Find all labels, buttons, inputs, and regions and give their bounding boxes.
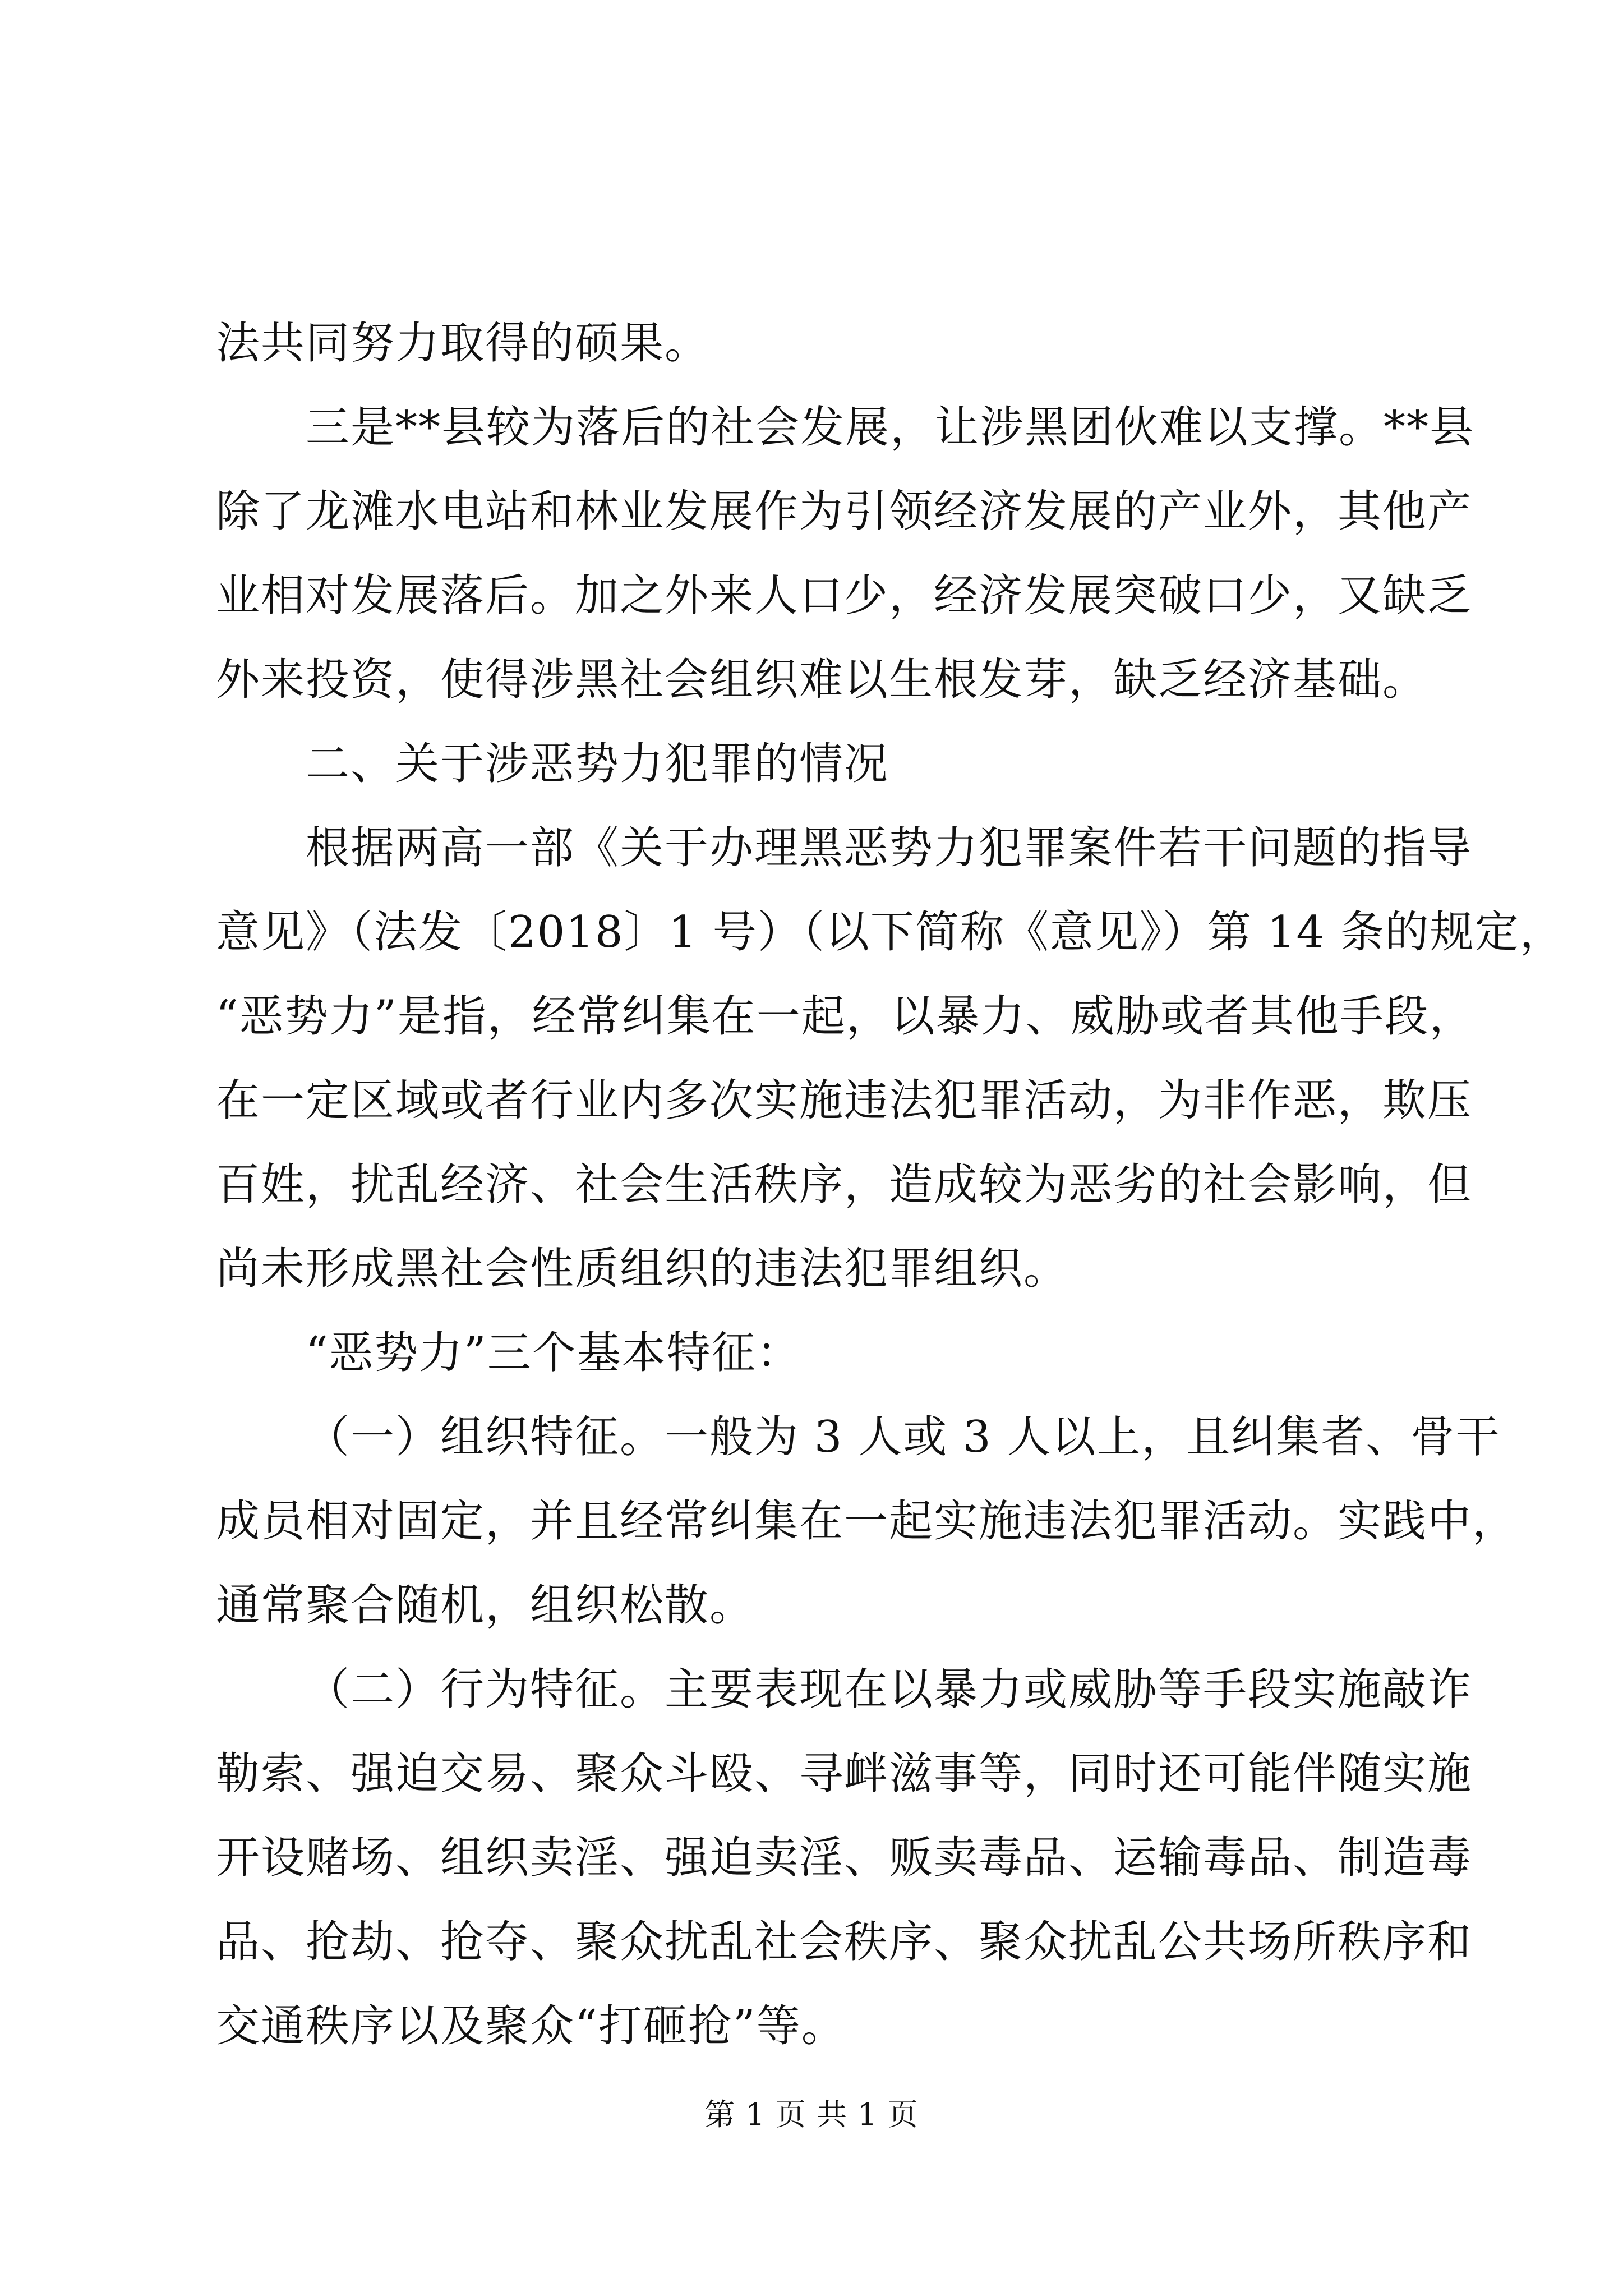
text-line: 业相对发展落后。加之外来人口少，经济发展突破口少，又缺乏: [216, 570, 1473, 621]
subheading: “恶势力”三个基本特征：: [306, 1328, 801, 1378]
text-line: （二）行为特征。主要表现在以暴力或威胁等手段实施敲诈: [306, 1664, 1473, 1715]
page-number: 第 1 页 共 1 页: [704, 2097, 919, 2132]
text-line: 法共同努力取得的硕果。: [216, 318, 710, 369]
section-heading: 二、关于涉恶势力犯罪的情况: [306, 739, 889, 789]
text-line: 尚未形成黑社会性质组织的违法犯罪组织。: [216, 1244, 1069, 1294]
text-line: 除了龙滩水电站和林业发展作为引领经济发展的产业外，其他产: [216, 486, 1473, 537]
text-line: 交通秩序以及聚众“打砸抢”等。: [216, 2001, 846, 2051]
text-line: 根据两高一部《关于办理黑恶势力犯罪案件若干问题的指导: [306, 823, 1473, 873]
text-line: 在一定区域或者行业内多次实施违法犯罪活动，为非作恶，欺压: [216, 1075, 1473, 1126]
text-line: （一）组织特征。一般为 3 人或 3 人以上，且纠集者、骨干: [306, 1412, 1501, 1462]
text-line: 外来投资，使得涉黑社会组织难以生根发芽，缺乏经济基础。: [216, 655, 1428, 705]
text-line: 勒索、强迫交易、聚众斗殴、寻衅滋事等，同时还可能伴随实施: [216, 1749, 1473, 1799]
text-line: 通常聚合随机，组织松散。: [216, 1580, 755, 1631]
text-line: 成员相对固定，并且经常纠集在一起实施违法犯罪活动。实践中，: [216, 1496, 1518, 1547]
text-line: 百姓，扰乱经济、社会生活秩序，造成较为恶劣的社会影响，但: [216, 1159, 1473, 1210]
text-line: 开设赌场、组织卖淫、强迫卖淫、贩卖毒品、运输毒品、制造毒: [216, 1833, 1473, 1883]
text-line: “恶势力”是指，经常纠集在一起，以暴力、威胁或者其他手段，: [216, 991, 1474, 1042]
text-line: 意见》（法发〔2018〕1 号）（以下简称《意见》）第 14 条的规定，: [216, 907, 1565, 958]
text-line: 三是**县较为落后的社会发展，让涉黑团伙难以支撑。**县: [306, 402, 1475, 453]
text-line: 品、抢劫、抢夺、聚众扰乱社会秩序、聚众扰乱公共场所秩序和: [216, 1917, 1473, 1967]
